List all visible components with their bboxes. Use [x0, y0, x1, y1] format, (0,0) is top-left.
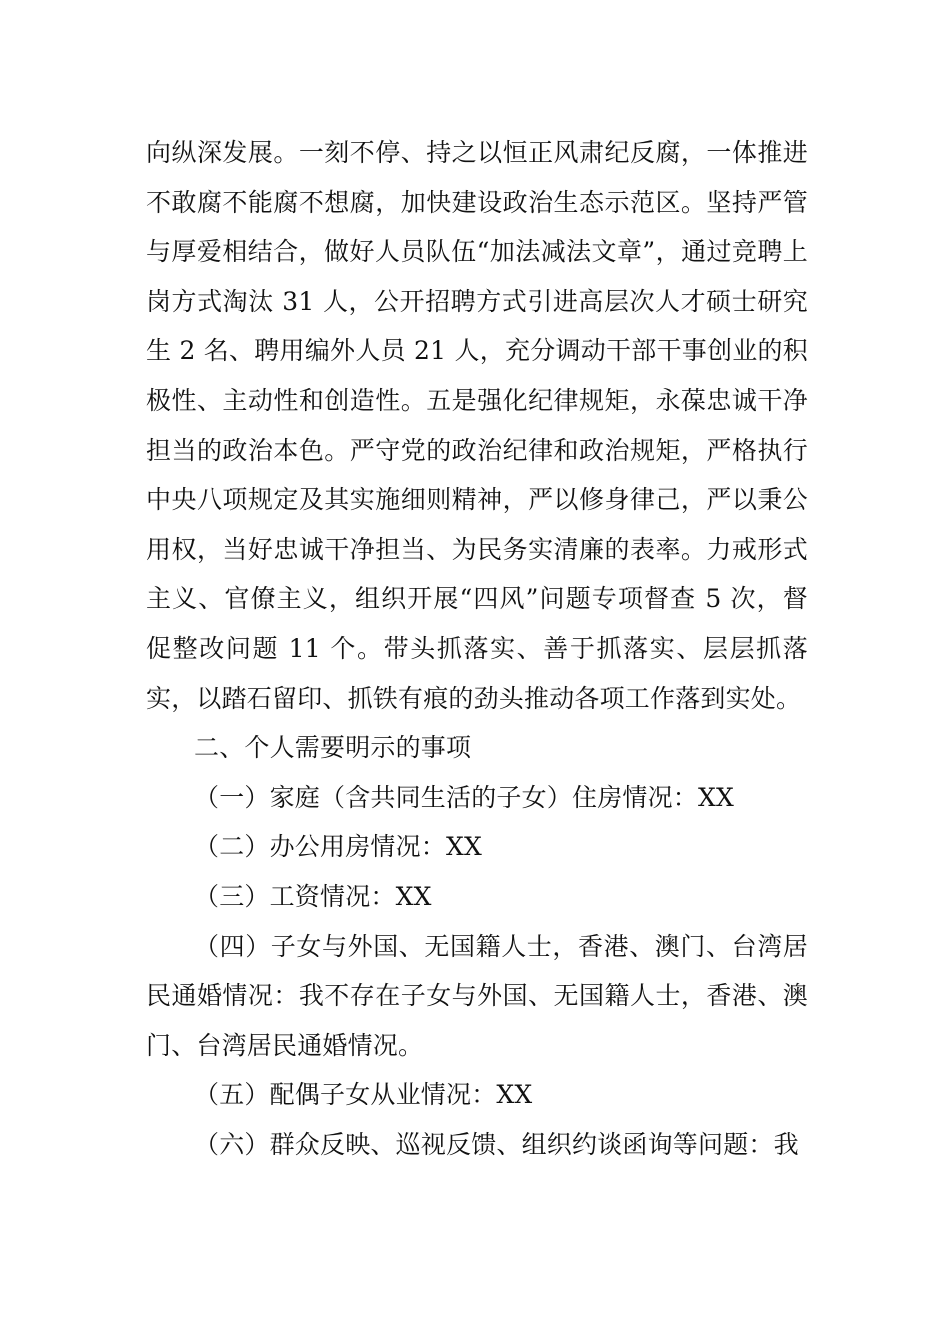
item-housing: （一）家庭（含共同生活的子女）住房情况：XX: [194, 782, 734, 812]
item-issues: （六）群众反映、巡视反馈、组织约谈函询等问题：我: [194, 1129, 799, 1159]
item-employment: （五）配偶子女从业情况：XX: [194, 1080, 533, 1110]
section-heading: 二、个人需要明示的事项: [194, 733, 472, 763]
item-salary: （三）工资情况：XX: [194, 881, 432, 911]
document-body: [146, 128, 808, 1169]
body-paragraph: 向纵深发展。一刻不停、持之以恒正风肃纪反腐，一体推进不敢腐不能腐不想腐，加快建设政治生态示范区。坚持严管与厚爱相结合，做好人员队伍“加法减法文章”，通过竞聘上岗方式淘汰 31 人，公开招聘方式引进高层次人才硕士研究生 2 名、聘用编外人员 21 人，充分调动干部干事创业的积极性、主动性和创造性。五是强化纪律规矩，永葆忠诚干净担当的政治本色。严守党的政治纪律和政治规矩，严格执行中央八项规定及其实施细则精神，严以修身律己，严以秉公用权，当好忠诚干净担当、为民务实清廉的表率。力戒形式主义、官僚主义，组织开展“四风”问题专项督查 5 次，督促整改问题 11 个。带头抓落实、善于抓落实、层层抓落实，以踏石留印、抓铁有痕的劲头推动各项工作落到实处。: [146, 138, 808, 713]
item-office: （二）办公用房情况：XX: [194, 832, 482, 862]
item-marriage: （四）子女与外国、无国籍人士，香港、澳门、台湾居民通婚情况：我不存在子女与外国、无国籍人士，香港、澳门、台湾居民通婚情况。: [146, 931, 808, 1060]
